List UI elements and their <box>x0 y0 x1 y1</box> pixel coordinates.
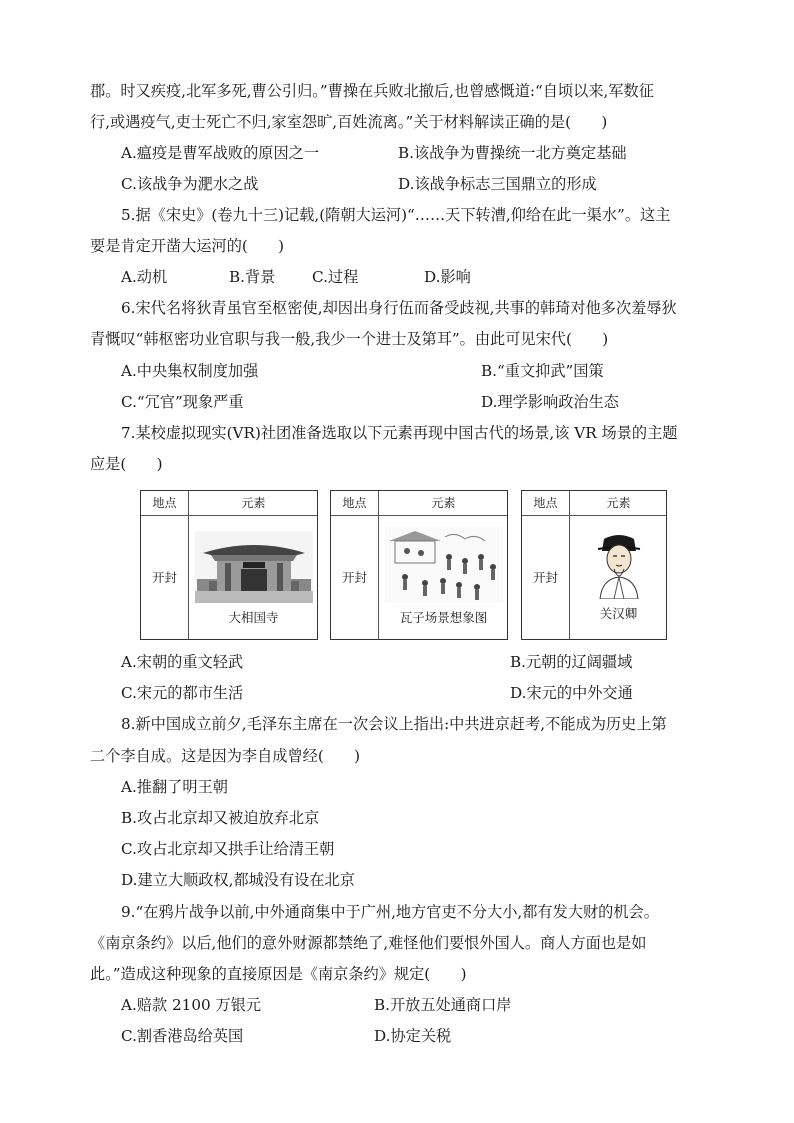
guan-hanqing-portrait <box>592 531 646 599</box>
q5-option-c[interactable]: C.过程 <box>312 268 359 286</box>
card-caption: 关汉卿 <box>599 606 638 621</box>
q4-option-a[interactable]: A.瘟疫是曹军战败的原因之一 <box>121 144 320 162</box>
q8-option-b[interactable]: B.攻占北京却又被迫放弃北京 <box>121 809 320 827</box>
q7-text-line2: 应是( ) <box>90 455 163 473</box>
vr-card-guan-hanqing <box>521 490 667 640</box>
q9-option-a[interactable]: A.赔款 2100 万银元 <box>121 996 262 1014</box>
q4-text-line1: 郡。时又疾疫,北军多死,曹公引归。”曹操在兵败北撤后,也曾感慨道:“自顷以来,军数征 <box>90 82 654 100</box>
q6-option-c[interactable]: C.“冗官”现象严重 <box>121 393 244 411</box>
q7-text-line1: 7.某校虚拟现实(VR)社团准备选取以下元素再现中国古代的场景,该 VR 场景的主题 <box>121 424 678 442</box>
card-caption: 大相国寺 <box>228 610 279 625</box>
q8-option-c[interactable]: C.攻占北京却又拱手让给清王朝 <box>121 840 335 858</box>
temple-image <box>195 531 313 603</box>
card-place: 开封 <box>532 570 558 585</box>
q4-option-b[interactable]: B.该战争为曹操统一北方奠定基础 <box>398 144 627 162</box>
q6-option-d[interactable]: D.理学影响政治生态 <box>481 393 619 411</box>
q5-text-line1: 5.据《宋史》(卷九十三)记载,(隋朝大运河)“……天下转漕,仰给在此一渠水”。这主 <box>121 206 671 224</box>
q8-text-line2: 二个李自成。这是因为李自成曾经( ) <box>90 747 361 765</box>
vr-card-wazi <box>330 490 508 640</box>
q8-option-a[interactable]: A.推翻了明王朝 <box>121 778 228 796</box>
q5-option-b[interactable]: B.背景 <box>229 268 276 286</box>
q7-option-b[interactable]: B.元朝的辽阔疆域 <box>510 653 633 671</box>
q9-option-b[interactable]: B.开放五处通商口岸 <box>374 996 512 1014</box>
card-header-place: 地点 <box>152 496 177 510</box>
q9-text-line2: 《南京条约》以后,他们的意外财源都禁绝了,难怪他们要恨外国人。商人方面也是如 <box>90 934 647 952</box>
card-caption: 瓦子场景想象图 <box>399 610 488 625</box>
wazi-scene-image <box>385 527 503 603</box>
card-header-place: 地点 <box>342 496 367 510</box>
card-header-element: 元素 <box>241 496 266 510</box>
card-header-place: 地点 <box>533 496 558 510</box>
q7-option-a[interactable]: A.宋朝的重文轻武 <box>121 653 244 671</box>
vr-card-temple <box>140 490 318 640</box>
q7-option-d[interactable]: D.宋元的中外交通 <box>510 684 633 702</box>
q7-option-c[interactable]: C.宋元的都市生活 <box>121 684 244 702</box>
q6-text-line1: 6.宋代名将狄青虽官至枢密使,却因出身行伍而备受歧视,共事的韩琦对他多次羞辱狄 <box>121 299 677 317</box>
q9-text-line3: 此。”造成这种现象的直接原因是《南京条约》规定( ) <box>90 965 467 983</box>
q4-option-d[interactable]: D.该战争标志三国鼎立的形成 <box>398 175 597 193</box>
q8-text-line1: 8.新中国成立前夕,毛泽东主席在一次会议上指出:中共进京赶考,不能成为历史上第 <box>121 715 667 733</box>
q6-text-line2: 青慨叹“韩枢密功业官职与我一般,我少一个进士及第耳”。由此可见宋代( ) <box>90 330 609 348</box>
q4-text-line2: 行,或遇疫气,吏士死亡不归,家室怨旷,百姓流离。”关于材料解读正确的是( ) <box>90 113 608 131</box>
card-header-element: 元素 <box>606 496 631 510</box>
q5-option-a[interactable]: A.动机 <box>121 268 168 286</box>
q8-option-d[interactable]: D.建立大顺政权,都城没有设在北京 <box>121 871 355 889</box>
q5-text-line2: 要是肯定开凿大运河的( ) <box>90 237 285 255</box>
q6-option-a[interactable]: A.中央集权制度加强 <box>121 362 259 380</box>
card-header-element: 元素 <box>431 496 456 510</box>
card-place: 开封 <box>341 570 367 585</box>
q6-option-b[interactable]: B.“重文抑武”国策 <box>481 362 604 380</box>
card-place: 开封 <box>151 570 177 585</box>
q5-option-d[interactable]: D.影响 <box>424 268 471 286</box>
q9-option-d[interactable]: D.协定关税 <box>374 1027 452 1045</box>
q9-option-c[interactable]: C.割香港岛给英国 <box>121 1027 244 1045</box>
q9-text-line1: 9.“在鸦片战争以前,中外通商集中于广州,地方官吏不分大小,都有发大财的机会。 <box>121 903 659 921</box>
q4-option-c[interactable]: C.该战争为淝水之战 <box>121 175 259 193</box>
